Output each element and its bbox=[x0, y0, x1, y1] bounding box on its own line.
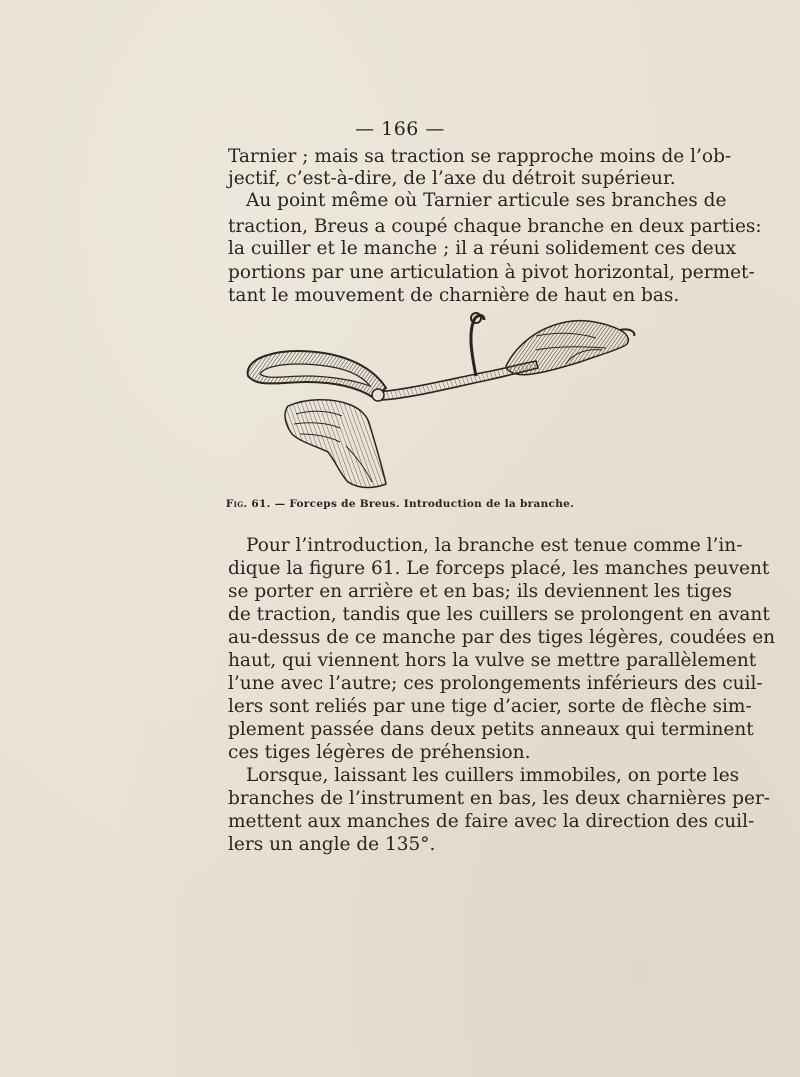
text-line: plement passée dans deux petits anneaux qui terminent bbox=[228, 719, 754, 740]
text-line: dique la figure 61. Le forceps placé, les manches peuvent bbox=[228, 558, 770, 579]
text-line: jectif, c’est-à-dire, de l’axe du détroit supérieur. bbox=[228, 168, 676, 189]
figure-caption-text: — Forceps de Breus. Introduction de la branche. bbox=[274, 498, 575, 510]
forceps-illustration bbox=[236, 306, 640, 496]
text-line: branches de l’instrument en bas, les deux charnières per- bbox=[228, 788, 771, 809]
text-line: l’une avec l’autre; ces prolongements inférieurs des cuil- bbox=[228, 673, 763, 694]
text-line: se porter en arrière et en bas; ils deviennent les tiges bbox=[228, 581, 732, 602]
text-line: portions par une articulation à pivot horizontal, permet- bbox=[228, 262, 755, 283]
text-line: Au point même où Tarnier articule ses branches de bbox=[246, 190, 727, 211]
figure-caption-label: Fig. 61. bbox=[225, 498, 271, 510]
text-line: lers sont reliés par une tige d’acier, sorte de flèche sim- bbox=[228, 696, 752, 717]
text-line: Pour l’introduction, la branche est tenue comme l’in- bbox=[246, 535, 743, 556]
text-line: Tarnier ; mais sa traction se rapproche moins de l’ob- bbox=[228, 146, 732, 167]
figure-caption bbox=[0, 498, 800, 510]
text-line: la cuiller et le manche ; il a réuni solidement ces deux bbox=[228, 238, 737, 259]
text-line: de traction, tandis que les cuillers se prolongent en avant bbox=[228, 604, 770, 625]
text-line: traction, Breus a coupé chaque branche en deux parties: bbox=[228, 216, 762, 237]
text-line: Lorsque, laissant les cuillers immobiles, on porte les bbox=[246, 765, 740, 786]
text-line: ces tiges légères de préhension. bbox=[228, 742, 531, 763]
page-number: — 166 — bbox=[355, 118, 445, 140]
text-line: haut, qui viennent hors la vulve se mettre parallèlement bbox=[228, 650, 757, 671]
text-line: tant le mouvement de charnière de haut en bas. bbox=[228, 285, 680, 306]
text-line: lers un angle de 135°. bbox=[228, 834, 436, 855]
text-line: au-dessus de ce manche par des tiges légères, coudées en bbox=[228, 627, 776, 648]
text-line: mettent aux manches de faire avec la direction des cuil- bbox=[228, 811, 755, 832]
